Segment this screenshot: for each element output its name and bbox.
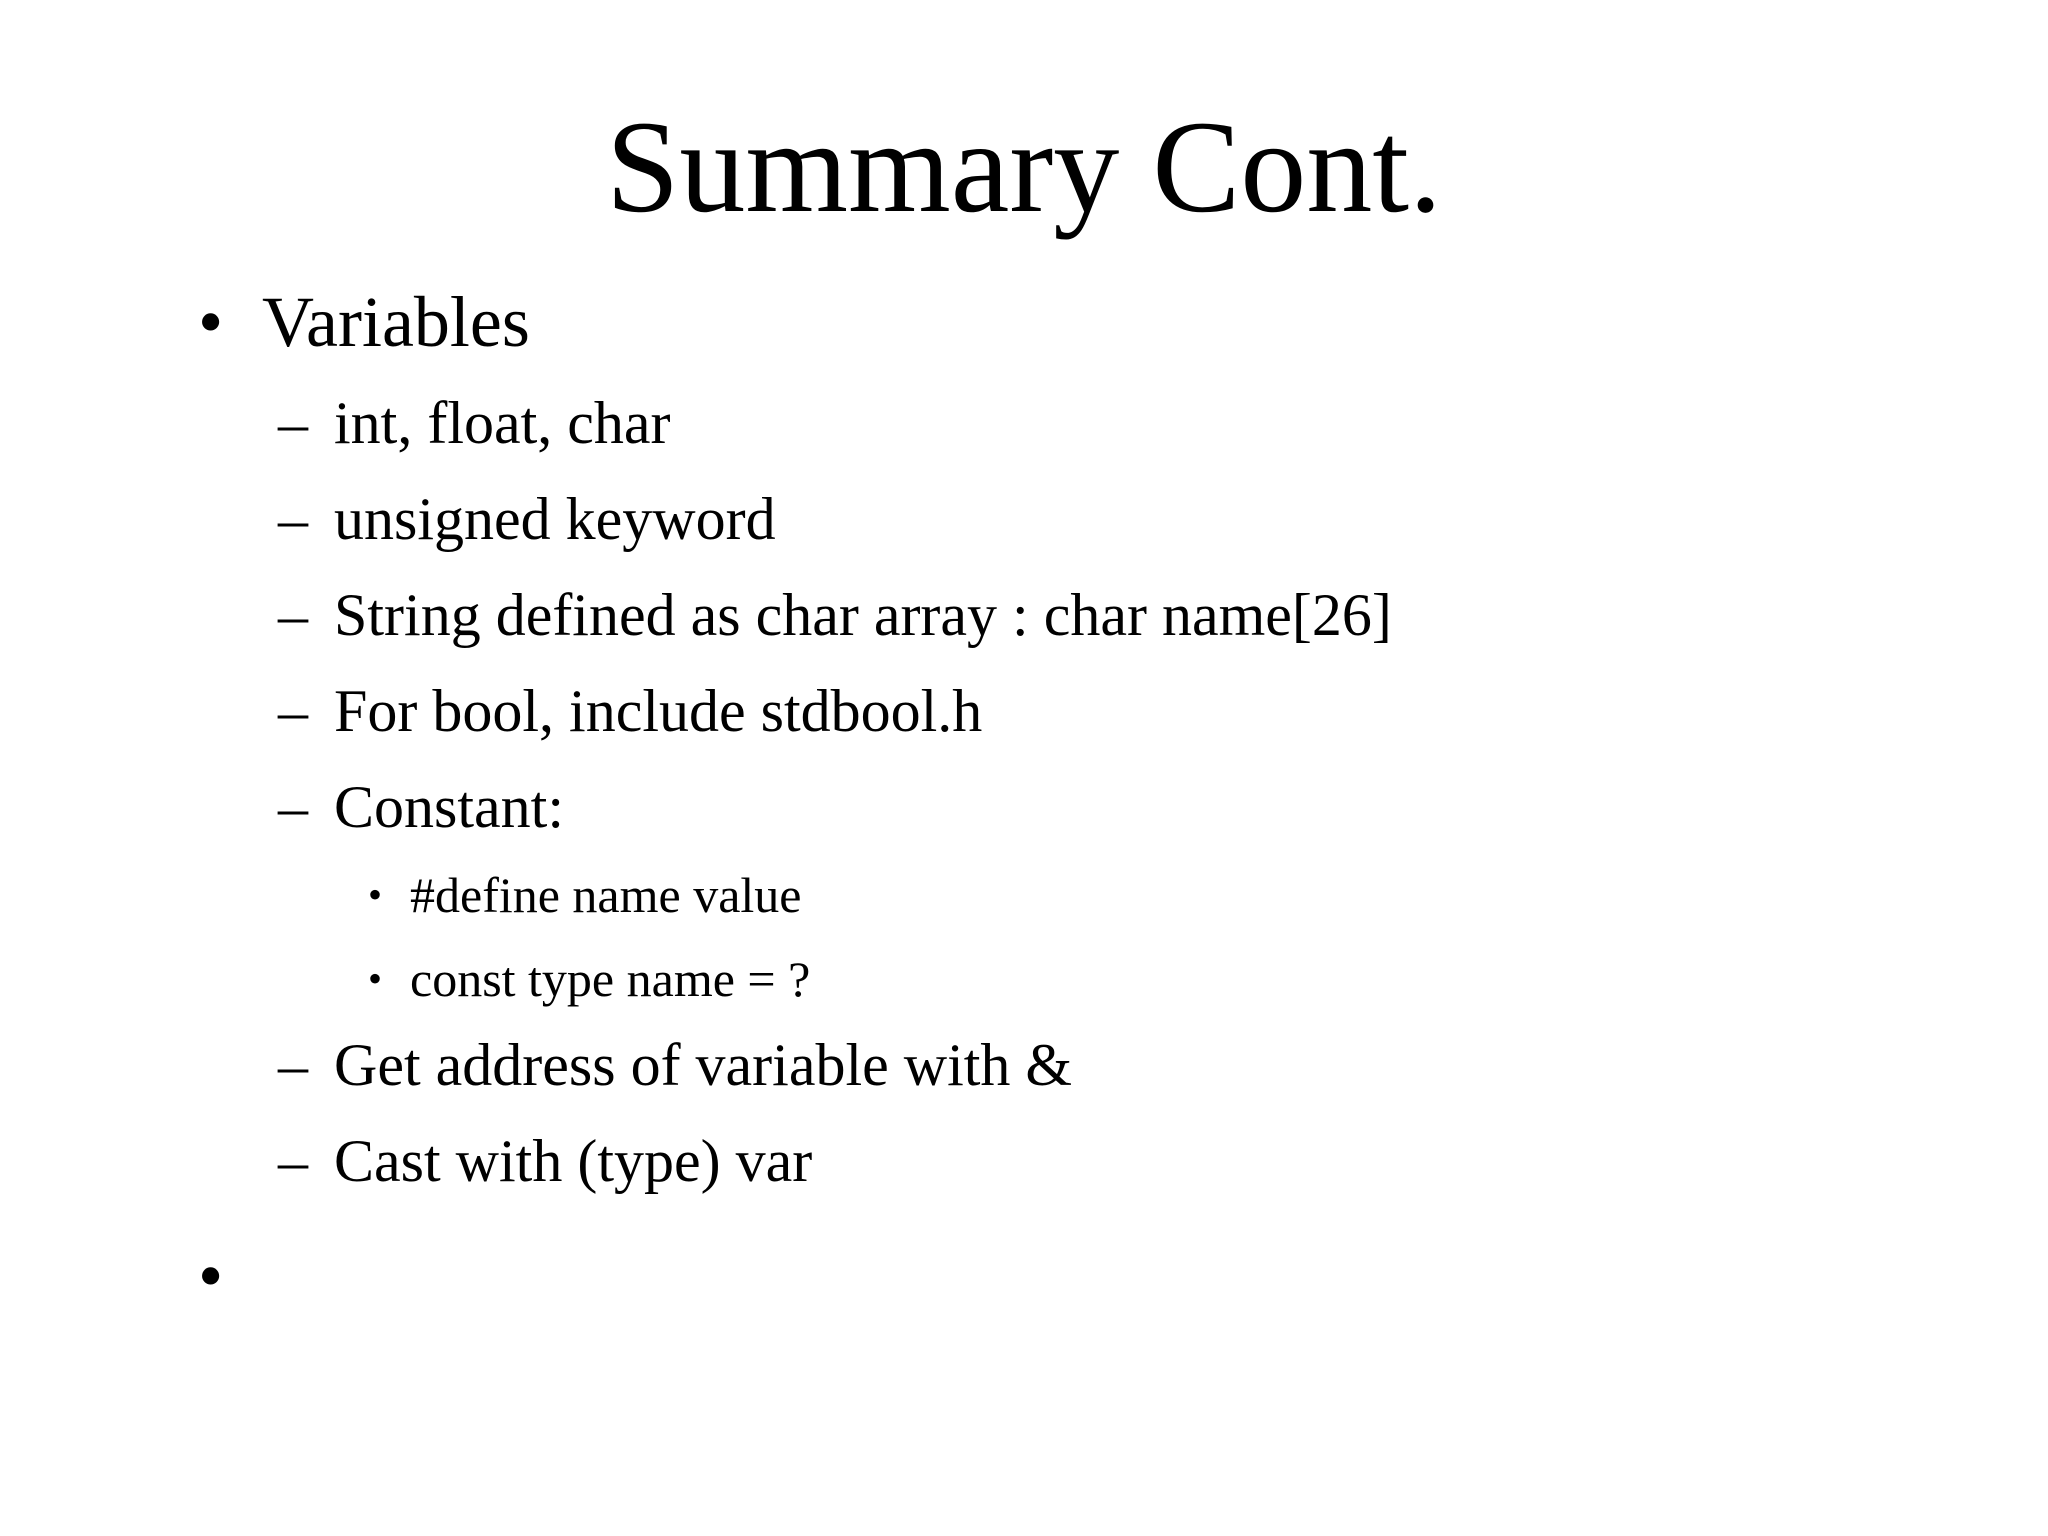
dash-icon: –	[278, 486, 308, 552]
dash-icon: –	[278, 582, 308, 648]
dash-icon: –	[278, 1128, 308, 1194]
sub-sub-item-text: #define name value	[410, 867, 802, 923]
small-bullet-icon: •	[368, 872, 383, 917]
dash-icon: –	[278, 1032, 308, 1098]
small-bullet-icon: •	[368, 956, 383, 1001]
sub-item-text: int, float, char	[334, 390, 671, 456]
sub-item-text: unsigned keyword	[334, 486, 776, 552]
sub-sub-item-text: const type name = ?	[410, 951, 811, 1007]
bullet-text: Variables	[262, 282, 530, 362]
slide-title: Summary Cont.	[605, 93, 1443, 240]
sub-item-text: String defined as char array : char name[26]	[334, 582, 1392, 648]
bullet-icon: •	[198, 1236, 224, 1316]
dash-icon: –	[278, 774, 308, 840]
dash-icon: –	[278, 678, 308, 744]
sub-item-text: Get address of variable with &	[334, 1032, 1073, 1098]
sub-item-text: Constant:	[334, 774, 565, 840]
sub-item-text: Cast with (type) var	[334, 1128, 813, 1194]
dash-icon: –	[278, 390, 308, 456]
sub-item-text: For bool, include stdbool.h	[334, 678, 983, 744]
bullet-icon: •	[198, 282, 224, 362]
